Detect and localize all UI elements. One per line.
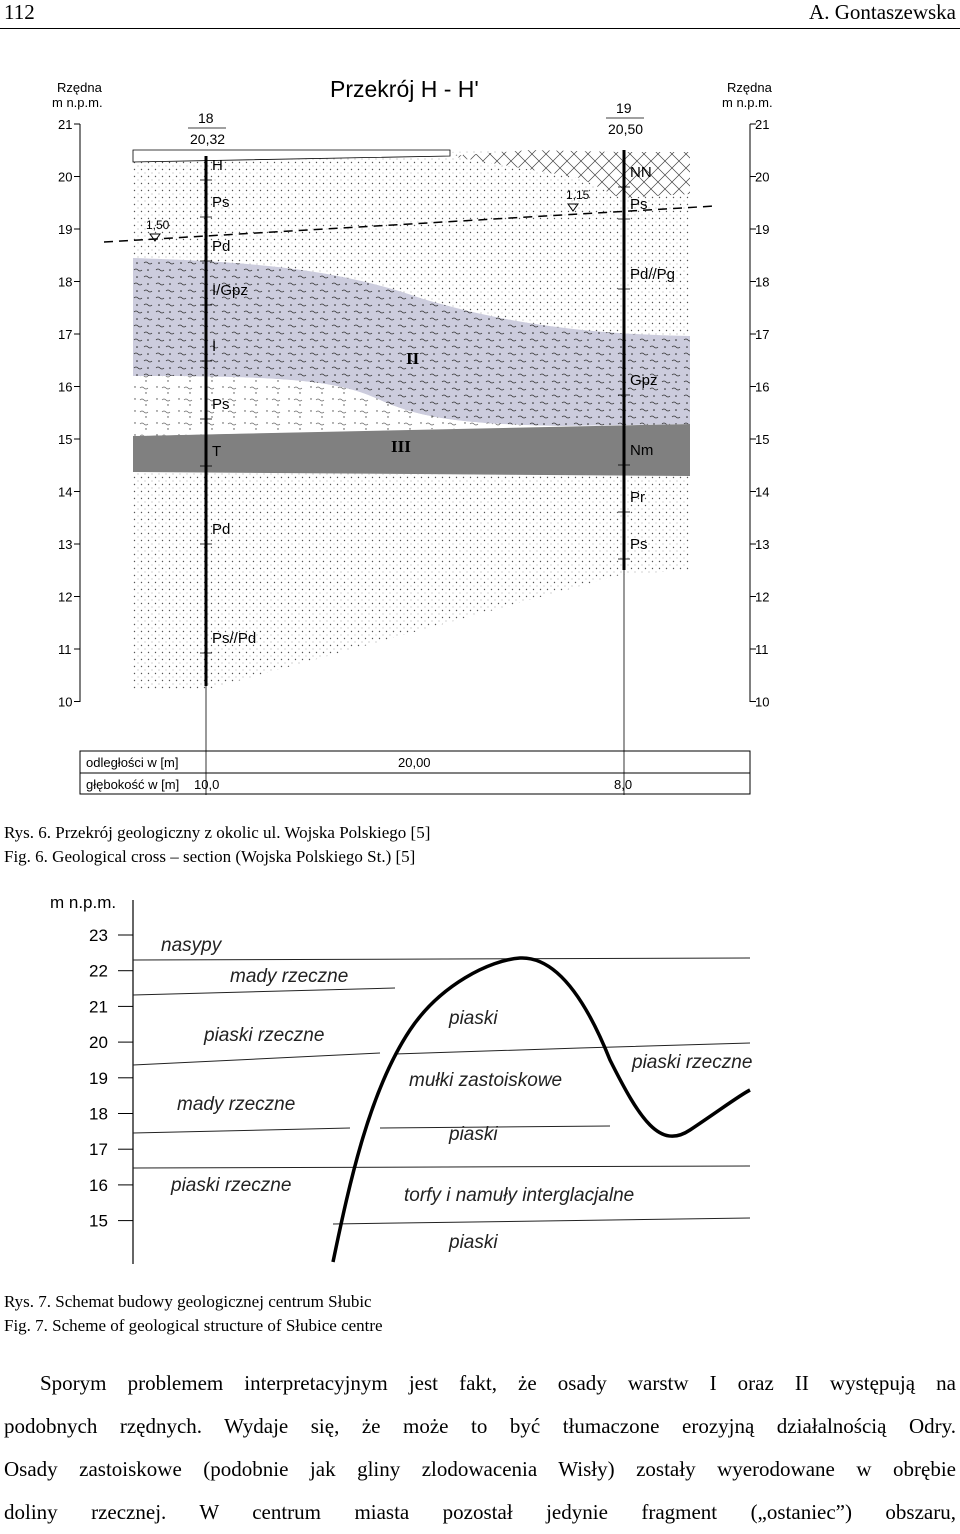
- figure-7-tick-label: 22: [89, 961, 108, 981]
- figure-7-tick-label: 15: [89, 1211, 108, 1231]
- figure-7-scheme: [0, 880, 960, 1280]
- layer-II-label: II: [406, 349, 420, 368]
- right-axis-tick-label: 14: [755, 484, 770, 500]
- figure-7-tick-label: 17: [89, 1140, 108, 1160]
- figure-7-tick-label: 19: [89, 1068, 108, 1088]
- borehole-19-layer-label: Pd//Pg: [630, 266, 676, 283]
- left-axis-tick-label: 16: [58, 379, 73, 395]
- left-axis-tick-label: 12: [58, 589, 73, 605]
- borehole-19-layer-label: Ps: [630, 196, 648, 213]
- figure-7-tick-label: 20: [89, 1033, 108, 1053]
- label-torfy: torfy i namuły interglacjalne: [404, 1185, 635, 1206]
- borehole-18-elevation: 20,32: [190, 131, 226, 147]
- label-mulki: mułki zastoiskowe: [409, 1070, 563, 1091]
- borehole-18-layer-label: Ps: [212, 194, 230, 211]
- figure-7-axis-label: m n.p.m.: [50, 893, 117, 912]
- right-axis-tick-label: 12: [755, 589, 770, 605]
- layer-sand-bottom: [133, 472, 690, 690]
- right-axis-tick-label: 20: [755, 169, 770, 185]
- left-axis-tick-label: 14: [58, 484, 73, 500]
- left-axis-tick-label: 19: [58, 222, 73, 237]
- figure-7-tick-label: 21: [89, 997, 108, 1017]
- figure-6-caption-en: Fig. 6. Geological cross – section (Wojska Polskiego St.) [5]: [4, 847, 416, 866]
- depth-left: 10,0: [194, 777, 220, 792]
- label-piaski-rzeczne-bottom: piaski rzeczne: [171, 1175, 292, 1196]
- borehole-18-layer-label: I/Gpz: [212, 282, 248, 299]
- svg-text:Rzędna: Rzędna: [727, 80, 772, 95]
- figure-7-caption-pl: Rys. 7. Schemat budowy geologicznej centrum Słubic: [4, 1292, 372, 1311]
- left-axis-tick-label: 10: [58, 694, 73, 710]
- svg-text:m n.p.m.: m n.p.m.: [722, 95, 773, 110]
- figure-7-caption-en: Fig. 7. Scheme of geological structure of Słubice centre: [4, 1316, 383, 1335]
- depth-label: głębokość w [m]: [86, 777, 180, 792]
- right-axis-tick-label: 13: [755, 537, 770, 552]
- right-axis-tick-label: 11: [755, 642, 769, 657]
- right-axis-tick-label: 17: [755, 327, 770, 342]
- svg-text:m n.p.m.: m n.p.m.: [52, 95, 103, 110]
- page-number: 112: [4, 0, 35, 24]
- label-piaski-mid: piaski: [449, 1124, 498, 1145]
- distance-value: 20,00: [398, 755, 431, 770]
- borehole-19-layer-label: Nm: [630, 442, 654, 459]
- borehole-18-layer-label: I: [212, 338, 217, 355]
- label-piaski-top: piaski: [449, 1008, 498, 1029]
- figure-6-title: Przekrój H - H': [330, 76, 479, 102]
- left-axis-tick-label: 11: [58, 642, 72, 657]
- right-axis: [722, 80, 773, 710]
- left-axis: [52, 80, 103, 710]
- borehole-19-layer-label: NN: [630, 164, 652, 181]
- left-axis-tick-label: 18: [58, 274, 73, 290]
- running-author: A. Gontaszewska: [809, 0, 956, 24]
- borehole-18-layer-label: Ps//Pd: [212, 630, 257, 647]
- water-level-right: 1,15: [566, 188, 590, 202]
- distance-depth-table: [80, 751, 750, 794]
- depth-right: 8,0: [614, 777, 633, 792]
- water-level-left: 1,50: [146, 218, 170, 232]
- right-axis-tick-label: 18: [755, 274, 770, 290]
- borehole-18-number: 18: [198, 110, 214, 126]
- borehole-18-layer-label: T: [212, 443, 222, 460]
- layer-III-label: III: [391, 437, 411, 456]
- left-axis-tick-label: 21: [58, 117, 73, 132]
- body-line-1: Sporym problemem interpretacyjnym jest fakt, że osady warstw I oraz II występują na: [40, 1371, 956, 1395]
- distance-label: odległości w [m]: [86, 755, 179, 770]
- label-mady-top: mady rzeczne: [230, 966, 349, 987]
- right-axis-tick-label: 21: [755, 117, 770, 132]
- body-line-3: Osady zastoiskowe (podobnie jak gliny zlodowacenia Wisły) zostały wyerodowane w obrębie: [4, 1457, 956, 1481]
- borehole-19-elevation: 20,50: [608, 121, 644, 137]
- left-axis-tick-label: 20: [58, 169, 73, 185]
- borehole-18-layer-label: Ps: [212, 396, 230, 413]
- figure-7-tick-label: 18: [89, 1104, 108, 1124]
- right-axis-tick-label: 10: [755, 694, 770, 710]
- figure-7-tick-label: 16: [89, 1175, 108, 1195]
- svg-text:Rzędna: Rzędna: [57, 80, 102, 95]
- right-axis-tick-label: 16: [755, 379, 770, 395]
- body-line-2: podobnych rzędnych. Wydaje się, że może to być tłumaczone erozyjną działalnością Odry.: [4, 1414, 956, 1438]
- borehole-18-layer-label: H: [212, 157, 223, 174]
- right-axis-tick-label: 15: [755, 432, 770, 447]
- borehole-19-layer-label: Pr: [630, 489, 645, 506]
- left-axis-tick-label: 13: [58, 537, 73, 552]
- figure-7-tick-label: 23: [89, 926, 108, 945]
- borehole-18-layer-label: Pd: [212, 238, 231, 255]
- label-piaski-rzeczne-left: piaski rzeczne: [204, 1025, 325, 1046]
- borehole-18-layer-label: Pd: [212, 521, 231, 538]
- label-piaski-rzeczne-right: piaski rzeczne: [632, 1052, 753, 1073]
- body-line-4: doliny rzecznej. W centrum miasta pozostał jedynie fragment („ostaniec”) obszaru,: [4, 1500, 956, 1524]
- borehole-19-layer-label: Gpz: [630, 372, 658, 389]
- borehole-19-layer-label: Ps: [630, 536, 648, 553]
- figure-7-erosion-boundary: [333, 958, 753, 1262]
- borehole-19-number: 19: [616, 100, 632, 116]
- label-piaski-bottom: piaski: [449, 1232, 498, 1253]
- left-axis-tick-label: 17: [58, 327, 73, 342]
- label-mady-mid: mady rzeczne: [177, 1094, 296, 1115]
- right-axis-tick-label: 19: [755, 222, 770, 237]
- figure-6-caption-pl: Rys. 6. Przekrój geologiczny z okolic ul. Wojska Polskiego [5]: [4, 823, 431, 842]
- left-axis-tick-label: 15: [58, 432, 73, 447]
- body-paragraph: [4, 1362, 956, 1534]
- label-nasypy: nasypy: [161, 935, 222, 956]
